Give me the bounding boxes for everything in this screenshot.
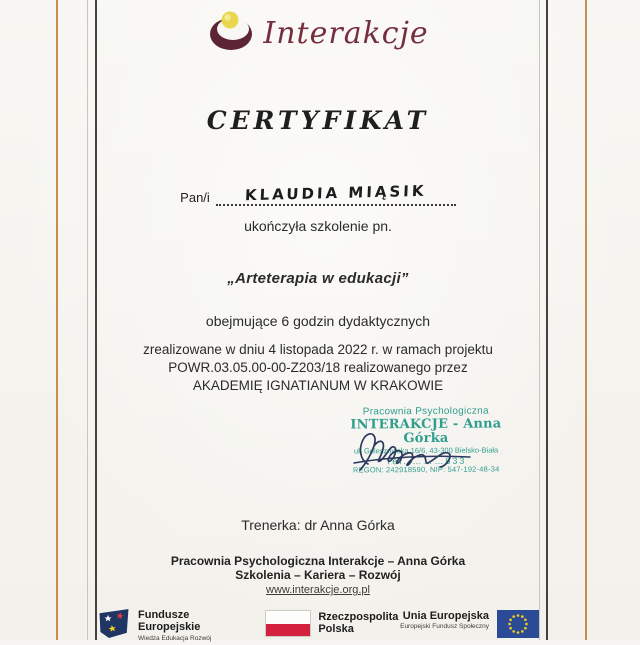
completed-line: ukończyła szkolenie pn.: [244, 218, 392, 234]
recipient-row: [97, 181, 539, 206]
unia-europejska-logo: [400, 607, 539, 638]
inner-frame-right-dark: [546, 0, 548, 640]
unia-text: [400, 610, 489, 630]
stamp-line-4: Tel. ………833: [385, 455, 467, 467]
footer-line-1: Pracownia Psychologiczna Interakcje – Anna Górka: [170, 554, 466, 568]
project-line-1: zrealizowane w dniu 4 listopada 2022 r. w ramach projektu: [143, 342, 493, 357]
stamp-line-2: INTERAKCJE - Anna Górka: [350, 415, 502, 447]
inner-frame-right-light: [539, 0, 540, 640]
brand-logo-text: Interakcje: [263, 16, 429, 51]
project-line-3: AKADEMIĘ IGNATIANUM W KRAKOWIE: [192, 378, 444, 393]
certificate-title: CERTYFIKAT: [206, 106, 430, 135]
fundusze-europejskie-text: [138, 607, 211, 642]
unia-title: Unia Europejska: [402, 610, 489, 622]
partner-logos-row: [97, 607, 539, 640]
rzeczpospolita-polska-logo: [265, 607, 398, 637]
fundusze-europejskie-logo: [97, 607, 211, 645]
stamp-line-3: ul. Goleszowska 16/6, 43-300 Bielsko-Biała: [353, 445, 499, 456]
project-line-2: POWR.03.05.00-00-Z203/18 realizowanego przez: [168, 360, 468, 375]
fundusze-title-2: Europejskie: [138, 620, 201, 633]
hours-line: obejmujące 6 godzin dydaktycznych: [205, 313, 431, 329]
outer-border-left: [56, 0, 58, 640]
fundusze-europejskie-flag-icon: [97, 607, 131, 645]
polska-title-1: Rzeczpospolita: [318, 611, 399, 623]
interakcje-crescent-icon: [207, 10, 255, 57]
handwritten-signature: [348, 428, 476, 477]
poland-flag-icon: [265, 610, 311, 637]
inner-frame-left-light: [87, 0, 88, 640]
stamp-line-1: Pracownia Psychologiczna: [362, 405, 489, 418]
recipient-name-line: [216, 181, 456, 206]
project-block: [97, 341, 539, 395]
footer-block: [97, 554, 539, 596]
outer-border-right: [585, 0, 587, 640]
footer-line-2: Szkolenia – Kariera – Rozwój: [235, 568, 401, 582]
fundusze-subtitle: Wiedza Edukacja Rozwój: [138, 634, 212, 642]
trainer-line: Trenerka: dr Anna Górka: [241, 517, 395, 533]
fundusze-title-1: Fundusze: [138, 609, 190, 621]
eu-flag-icon: [497, 610, 539, 638]
stamp-line-5: REGON: 242918590, NIP: 547-192-48-34: [352, 464, 500, 475]
unia-subtitle: Europejski Fundusz Społeczny: [400, 623, 489, 630]
website-link: www.interakcje.org.pl: [266, 584, 370, 596]
recipient-label: Pan/i: [180, 190, 210, 205]
recipient-name-handwritten: KLAUDIA MIĄSIK: [244, 181, 427, 205]
polska-title-2: Polska: [318, 622, 354, 635]
polska-text: [318, 610, 398, 635]
course-title: „Arteterapia w edukacji”: [227, 270, 409, 287]
brand-logo: [97, 10, 539, 57]
